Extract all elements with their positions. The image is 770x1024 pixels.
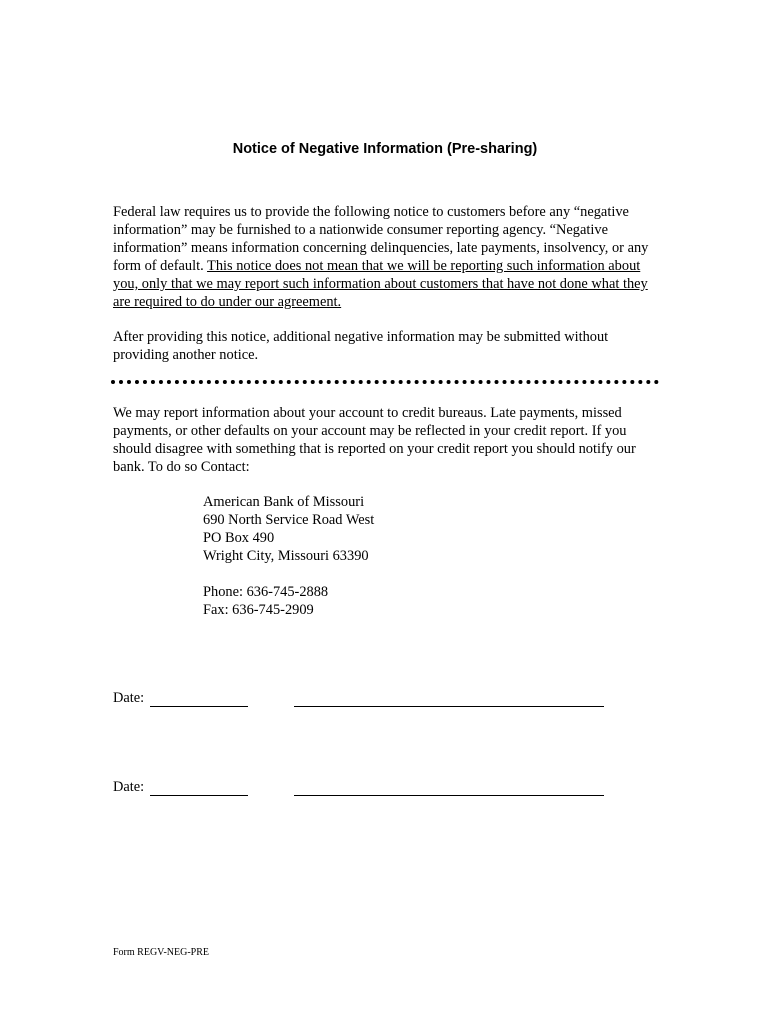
signature-row-1 [113, 689, 613, 709]
notice-underlined-text: This notice does not mean that we will be reporting such information about you, only that we may report such information about customers that have not done what they are required to do under our agreement. [113, 258, 648, 310]
page-title: Notice of Negative Information (Pre-sharing) [232, 141, 538, 157]
credit-report-paragraph: We may report information about your account to credit bureaus. Late payments, missed payments, or other defaults on your account may be reflected in your credit report. If you should disagree with something that is reported on your credit report you should notify our bank. To do so Contact: [113, 405, 636, 475]
form-id: Form REGV-NEG-PRE [113, 947, 210, 958]
date-field[interactable] [150, 795, 248, 796]
date-field[interactable] [150, 706, 248, 707]
phone-number: Phone: 636-745-2888 [203, 584, 329, 600]
contact-address-block [203, 493, 374, 619]
signature-field[interactable] [294, 795, 604, 796]
additional-info-paragraph: After providing this notice, additional negative information may be submitted without providing another notice. [113, 329, 609, 363]
bank-name: American Bank of Missouri [203, 494, 365, 510]
date-label: Date: [113, 690, 145, 706]
signature-row-2 [113, 778, 613, 798]
fax-number: Fax: 636-745-2909 [203, 602, 314, 618]
city-state-zip: Wright City, Missouri 63390 [203, 548, 369, 564]
date-label: Date: [113, 779, 145, 795]
notice-paragraph [113, 203, 663, 311]
po-box: PO Box 490 [203, 530, 275, 546]
notice-intro-text: Federal law requires us to provide the following notice to customers before any “negative information” may be furnished to a nationwide consumer reporting agency. “Negative information” means information concerning delinquencies, late payments, insolvency, or any form of default. [113, 204, 649, 274]
signature-field[interactable] [294, 706, 604, 707]
dotted-divider [111, 380, 659, 384]
street-address: 690 North Service Road West [203, 512, 375, 528]
